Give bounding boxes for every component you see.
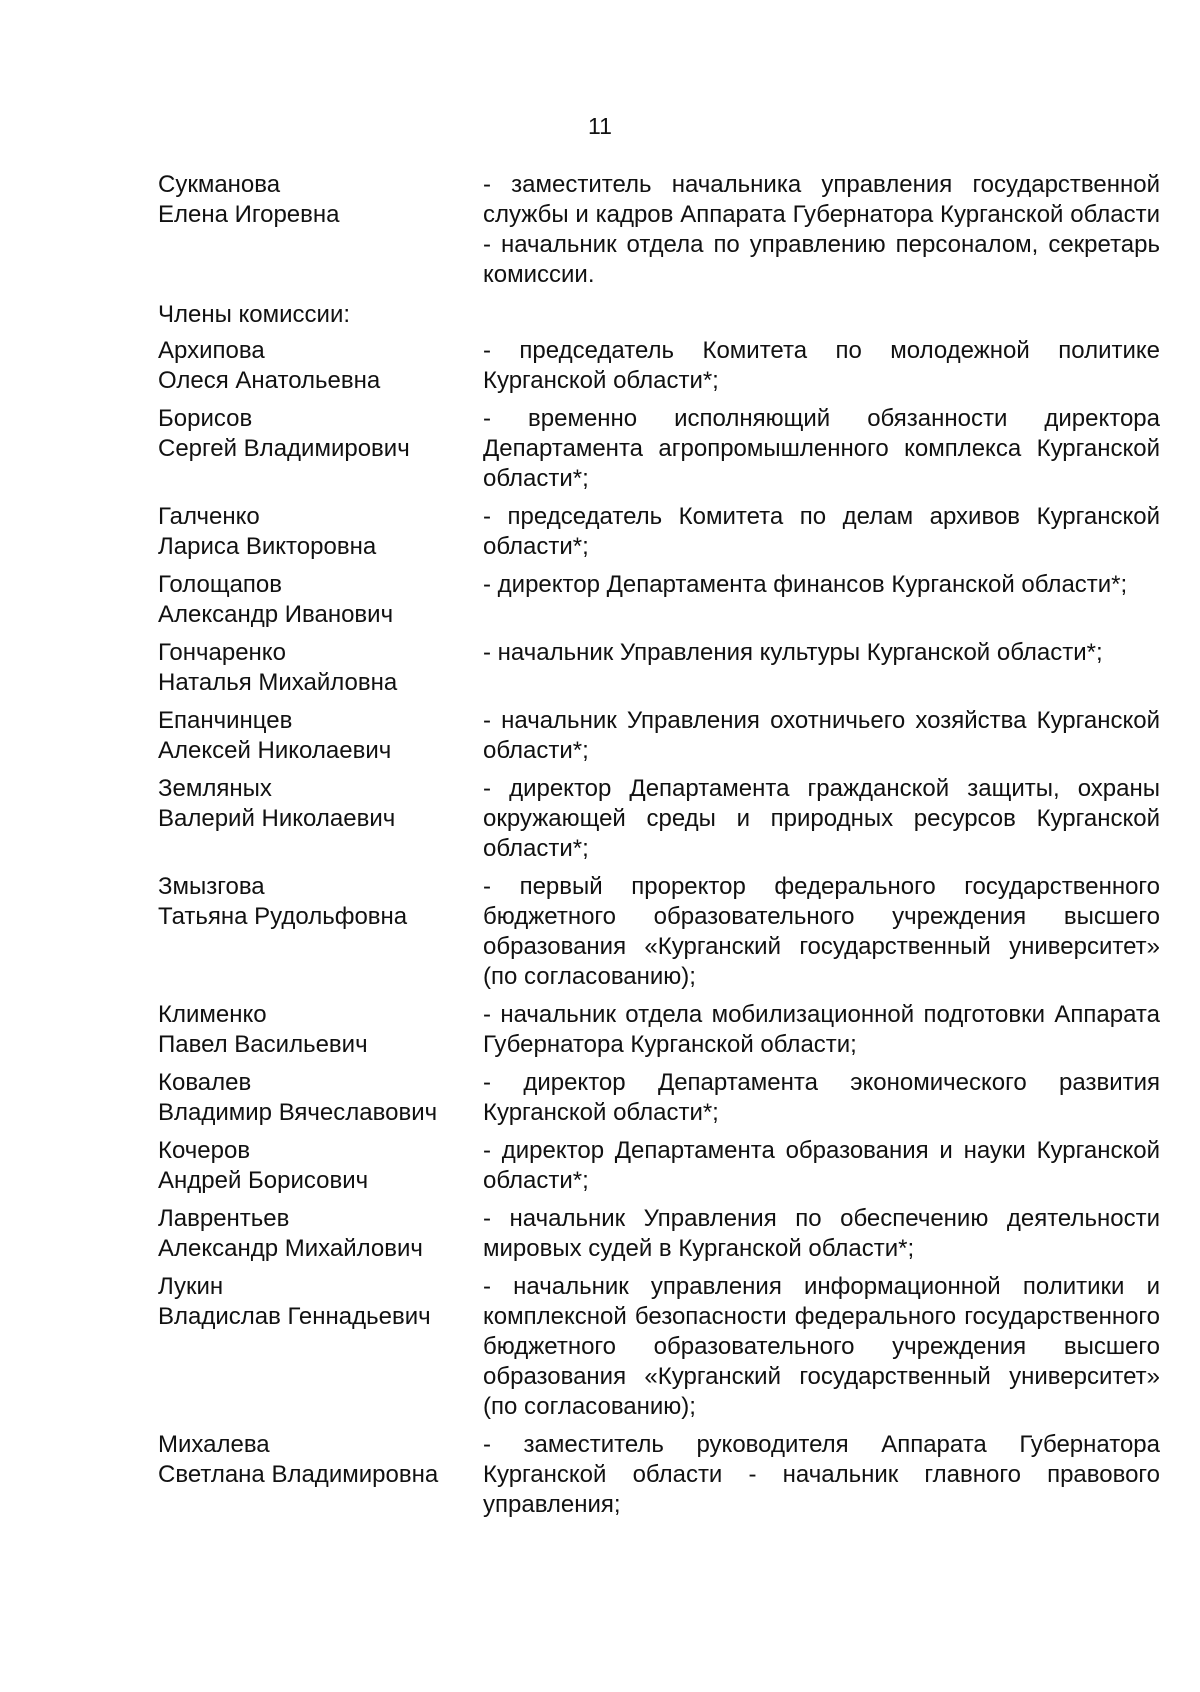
person-given-name: Светлана Владимировна xyxy=(158,1461,439,1488)
person-name xyxy=(158,502,483,562)
person-surname: Епанчинцев xyxy=(158,707,293,734)
person-surname: Голощапов xyxy=(158,571,283,598)
page-number: 11 xyxy=(588,113,612,139)
person-given-name: Лариса Викторовна xyxy=(158,533,377,560)
person-name xyxy=(158,872,483,992)
member-row xyxy=(158,1430,1160,1520)
person-role: - председатель Комитета по молодежной политике Курганской области*; xyxy=(483,337,1160,394)
person-given-name: Павел Васильевич xyxy=(158,1031,368,1058)
person-given-name: Владимир Вячеславович xyxy=(158,1099,438,1126)
person-surname: Галченко xyxy=(158,503,260,530)
person-surname: Лаврентьев xyxy=(158,1205,290,1232)
person-given-name: Александр Иванович xyxy=(158,601,394,628)
person-name xyxy=(158,170,483,290)
person-given-name: Андрей Борисович xyxy=(158,1167,369,1194)
person-given-name: Татьяна Рудольфовна xyxy=(158,903,408,930)
person-role: - начальник управления информационной политики и комплексной безопасности федерального государственного бюджетного образовательного учреждения высшего образования «Курганский государственный университет» (по согласованию); xyxy=(483,1273,1160,1420)
member-row xyxy=(158,774,1160,864)
person-name xyxy=(158,1430,483,1520)
person-surname: Сукманова xyxy=(158,171,281,198)
person-surname: Ковалев xyxy=(158,1069,252,1096)
person-surname: Гончаренко xyxy=(158,639,286,666)
member-row xyxy=(158,404,1160,494)
member-row xyxy=(158,872,1160,992)
person-name xyxy=(158,1000,483,1060)
person-role: - директор Департамента экономического развития Курганской области*; xyxy=(483,1069,1160,1126)
person-surname: Лукин xyxy=(158,1273,224,1300)
member-row xyxy=(158,1000,1160,1060)
person-role: - директор Департамента финансов Курганской области*; xyxy=(483,571,1128,598)
person-given-name: Алексей Николаевич xyxy=(158,737,392,764)
person-surname: Михалева xyxy=(158,1431,270,1458)
person-name xyxy=(158,706,483,766)
person-surname: Кочеров xyxy=(158,1137,251,1164)
person-role: - заместитель начальника управления государственной службы и кадров Аппарата Губернатора Курганской области - начальник отдела по управлению персоналом, секретарь комиссии. xyxy=(483,171,1160,288)
person-name xyxy=(158,1068,483,1128)
member-row xyxy=(158,1204,1160,1264)
person-given-name: Александр Михайлович xyxy=(158,1235,423,1262)
person-role: - председатель Комитета по делам архивов Курганской области*; xyxy=(483,503,1160,560)
person-role: - первый проректор федерального государственного бюджетного образовательного учреждения высшего образования «Курганский государственный университет» (по согласованию); xyxy=(483,873,1160,990)
member-row xyxy=(158,1136,1160,1196)
member-row xyxy=(158,336,1160,396)
person-name xyxy=(158,1272,483,1422)
member-row xyxy=(158,570,1160,630)
person-given-name: Владислав Геннадьевич xyxy=(158,1303,431,1330)
person-name xyxy=(158,774,483,864)
person-given-name: Сергей Владимирович xyxy=(158,435,410,462)
person-role: - директор Департамента гражданской защиты, охраны окружающей среды и природных ресурсов Курганской области*; xyxy=(483,775,1160,862)
person-name xyxy=(158,570,483,630)
person-role: - временно исполняющий обязанности директора Департамента агропромышленного комплекса Курганской области*; xyxy=(483,405,1160,492)
person-given-name: Валерий Николаевич xyxy=(158,805,396,832)
person-given-name: Олеся Анатольевна xyxy=(158,367,381,394)
person-name xyxy=(158,1136,483,1196)
person-role: - начальник Управления по обеспечению деятельности мировых судей в Курганской области*; xyxy=(483,1205,1160,1262)
member-row xyxy=(158,1068,1160,1128)
person-role: - начальник Управления культуры Курганской области*; xyxy=(483,639,1103,666)
commission-list xyxy=(158,170,1160,1528)
member-row xyxy=(158,706,1160,766)
member-row xyxy=(158,502,1160,562)
person-name xyxy=(158,1204,483,1264)
person-role: - начальник Управления охотничьего хозяйства Курганской области*; xyxy=(483,707,1160,764)
person-name xyxy=(158,336,483,396)
person-role: - начальник отдела мобилизационной подготовки Аппарата Губернатора Курганской области; xyxy=(483,1001,1160,1058)
person-name xyxy=(158,638,483,698)
person-surname: Змызгова xyxy=(158,873,265,900)
person-given-name: Наталья Михайловна xyxy=(158,669,398,696)
person-given-name: Елена Игоревна xyxy=(158,201,340,228)
person-role: - директор Департамента образования и науки Курганской области*; xyxy=(483,1137,1160,1194)
member-row xyxy=(158,1272,1160,1422)
person-role: - заместитель руководителя Аппарата Губернатора Курганской области - начальник главного правового управления; xyxy=(483,1431,1160,1518)
members-heading: Члены комиссии: xyxy=(158,301,351,328)
person-surname: Архипова xyxy=(158,337,265,364)
person-surname: Борисов xyxy=(158,405,253,432)
secretary-row xyxy=(158,170,1160,290)
member-row xyxy=(158,638,1160,698)
person-surname: Земляных xyxy=(158,775,272,802)
person-surname: Клименко xyxy=(158,1001,267,1028)
person-name xyxy=(158,404,483,494)
